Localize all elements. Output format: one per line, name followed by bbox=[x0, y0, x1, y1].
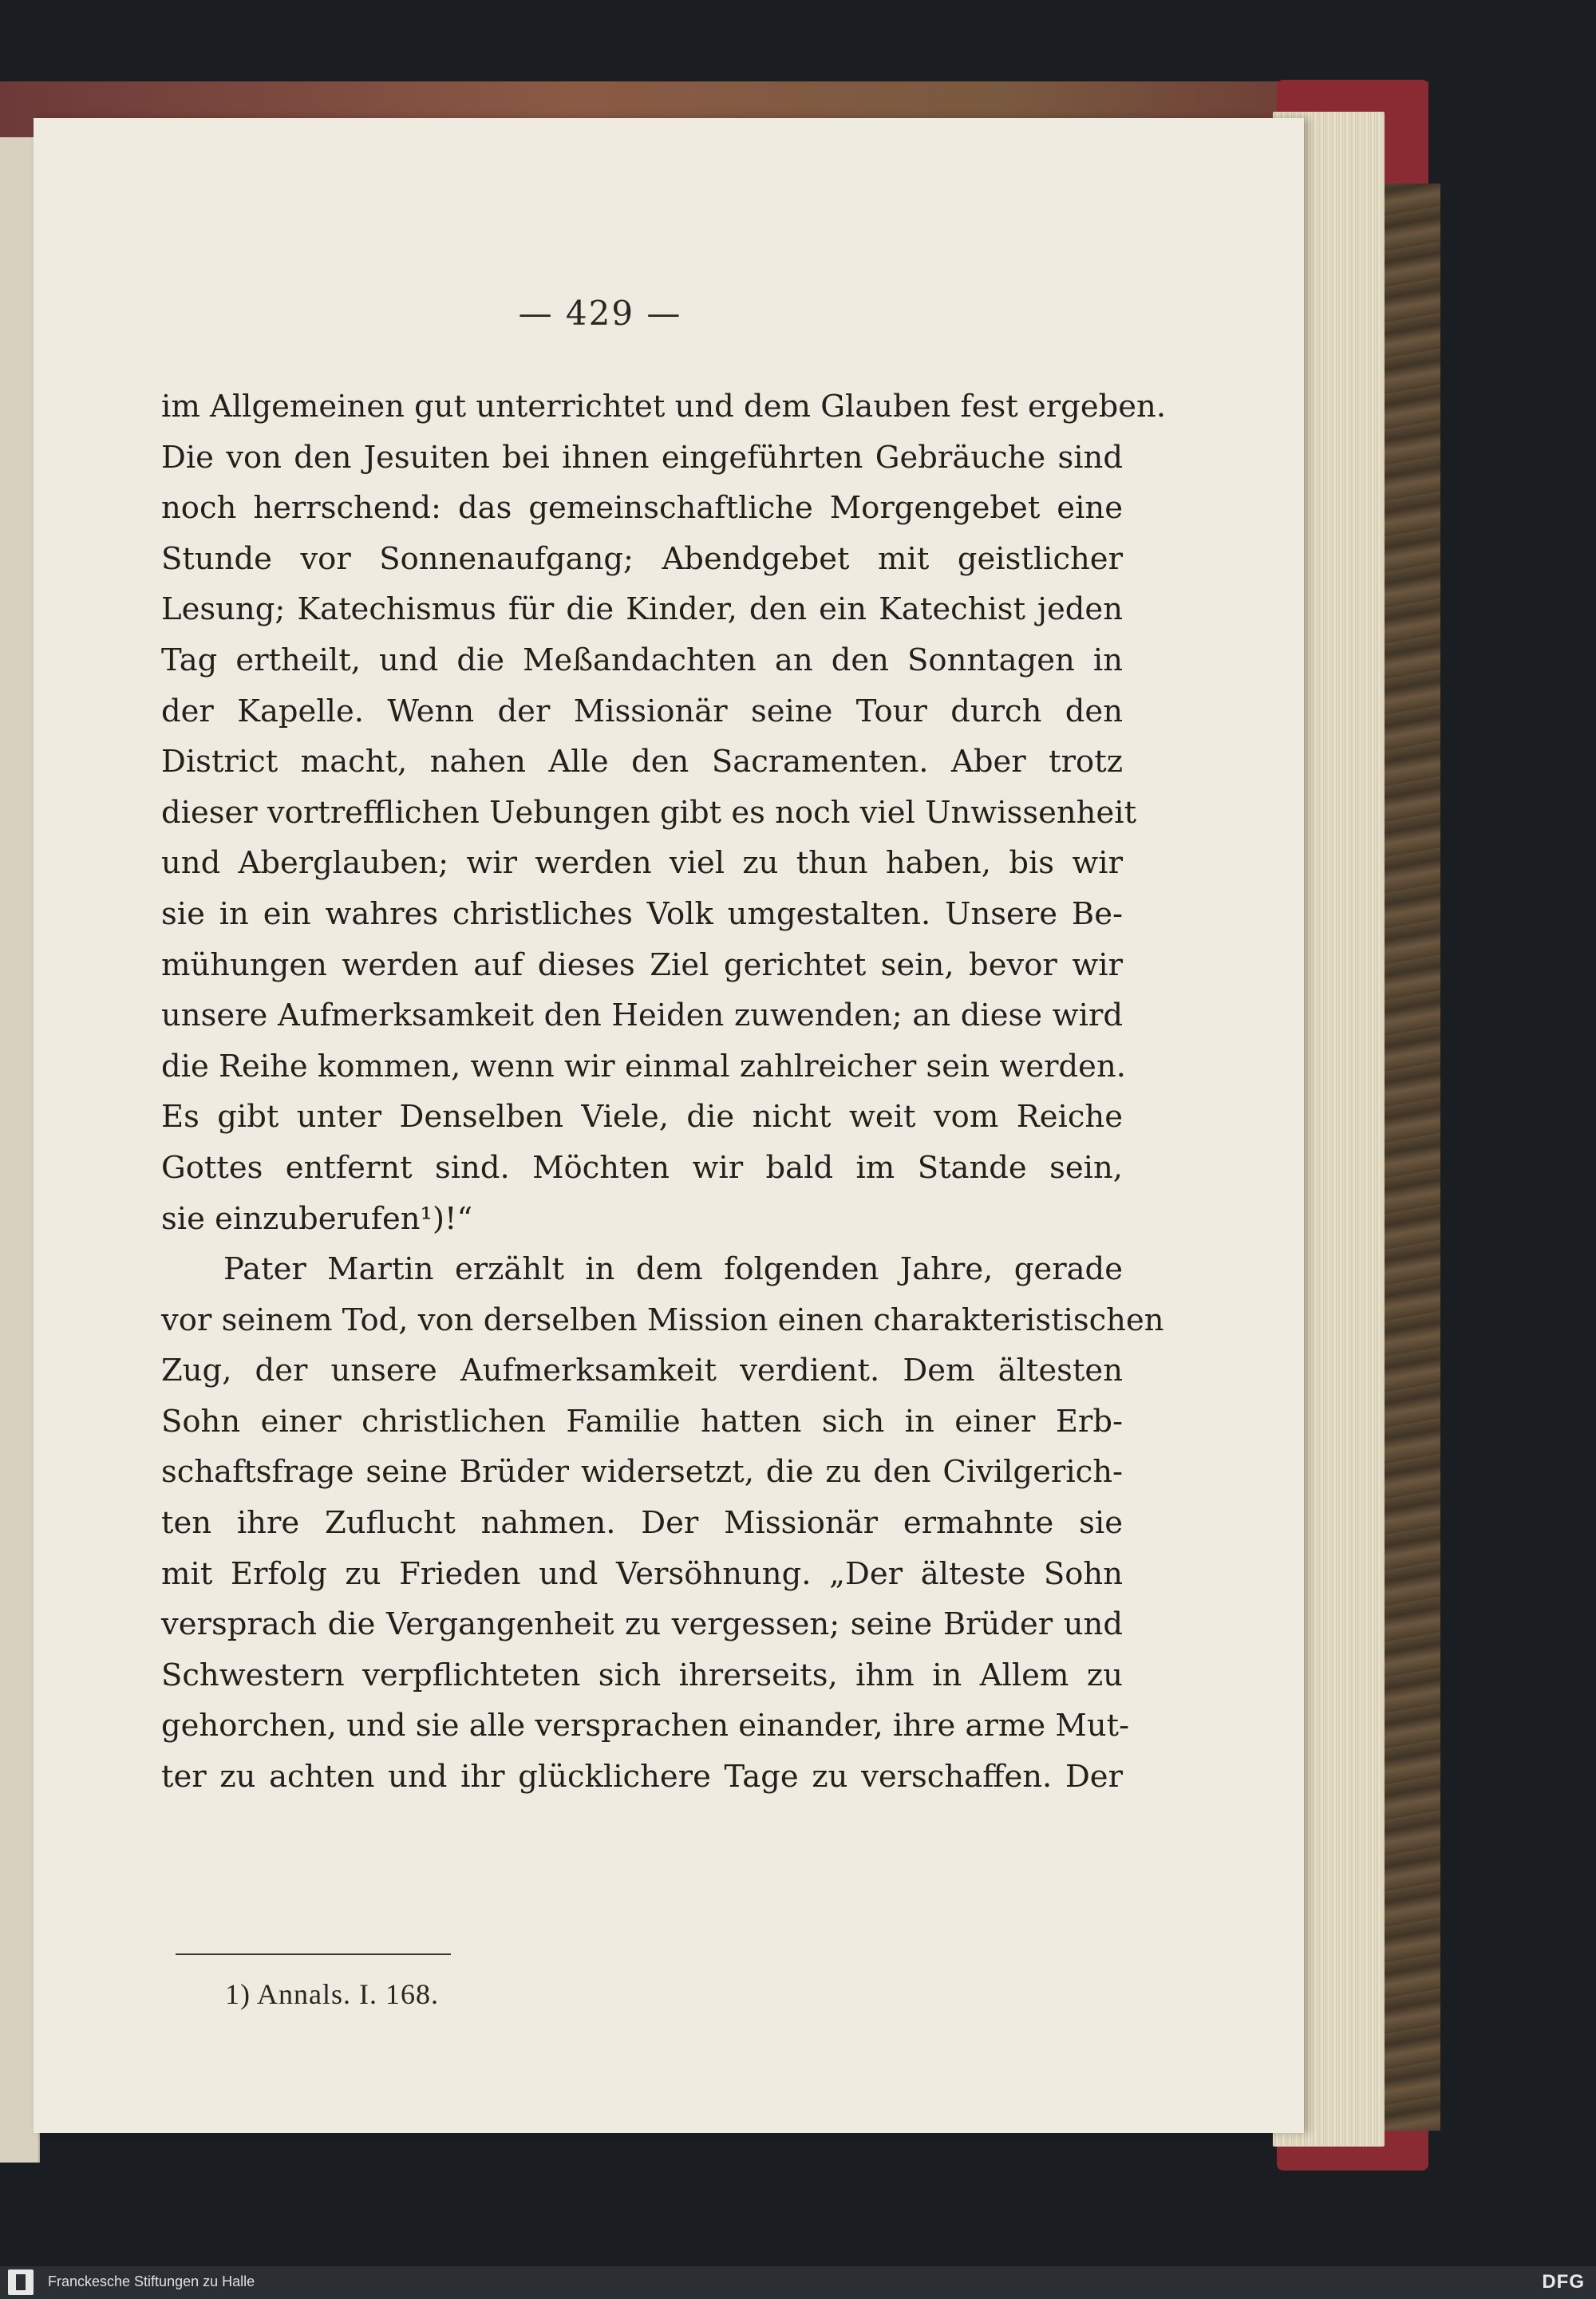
text-line: Schwestern verpflichteten sich ihrerseits, ihm in Allem zu bbox=[161, 1657, 1123, 1693]
text-line: im Allgemeinen gut unterrichtet und dem Glauben fest ergeben. bbox=[161, 389, 1167, 425]
institution-name: Franckesche Stiftungen zu Halle bbox=[48, 2273, 255, 2289]
text-line: mit Erfolg zu Frieden und Versöhnung. „Der älteste Sohn bbox=[161, 1555, 1123, 1592]
text-line: mühungen werden auf dieses Ziel gerichtet sein, bevor wir bbox=[161, 946, 1123, 983]
text-line: die Reihe kommen, wenn wir einmal zahlreicher sein werden. bbox=[161, 1048, 1126, 1084]
viewer-footer bbox=[0, 2266, 1596, 2299]
page-body-text bbox=[161, 381, 1167, 1803]
text-line: Lesung; Katechismus für die Kinder, den ein Katechist jeden bbox=[161, 591, 1123, 628]
text-line: Tag ertheilt, und die Meßandachten an den Sonntagen in bbox=[161, 642, 1123, 678]
book-page bbox=[34, 118, 1304, 2133]
text-line: Sohn einer christlichen Familie hatten sich in einer Erb- bbox=[161, 1403, 1123, 1440]
text-line: ter zu achten und ihr glücklichere Tage zu verschaffen. Der bbox=[161, 1759, 1123, 1795]
text-line: und Aberglauben; wir werden viel zu thun haben, bis wir bbox=[161, 845, 1123, 882]
footnote-divider bbox=[176, 1953, 451, 1955]
text-line: noch herrschend: das gemeinschaftliche Morgengebet eine bbox=[161, 490, 1123, 527]
institution-logo-icon bbox=[8, 2269, 34, 2295]
text-line: sie in ein wahres christliches Volk umgestalten. Unsere Be- bbox=[161, 895, 1123, 932]
footnote: 1) Annals. I. 168. bbox=[225, 1978, 439, 2010]
text-line: Zug, der unsere Aufmerksamkeit verdient. Dem ältesten bbox=[161, 1353, 1123, 1389]
dfg-logo: DFG bbox=[1542, 2271, 1585, 2293]
text-line: ten ihre Zuflucht nahmen. Der Missionär ermahnte sie bbox=[161, 1505, 1123, 1542]
text-line: gehorchen, und sie alle versprachen einander, ihre arme Mut- bbox=[161, 1708, 1130, 1744]
text-line: sie einzuberufen¹)!“ bbox=[161, 1200, 473, 1237]
text-line: unsere Aufmerksamkeit den Heiden zuwenden; an diese wird bbox=[161, 997, 1123, 1034]
text-line: dieser vortrefflichen Uebungen gibt es noch viel Unwissenheit bbox=[161, 794, 1137, 831]
text-line: Die von den Jesuiten bei ihnen eingeführten Gebräuche sind bbox=[161, 439, 1123, 476]
text-line: Pater Martin erzählt in dem folgenden Jahre, gerade bbox=[223, 1251, 1123, 1288]
text-line: District macht, nahen Alle den Sacramenten. Aber trotz bbox=[161, 744, 1123, 780]
text-line: der Kapelle. Wenn der Missionär seine Tour durch den bbox=[161, 693, 1123, 729]
text-line: vor seinem Tod, von derselben Mission einen charakteristischen bbox=[161, 1302, 1164, 1338]
page-number: — 429 — bbox=[518, 294, 682, 333]
text-line: Gottes entfernt sind. Möchten wir bald im Stande sein, bbox=[161, 1149, 1123, 1186]
text-line: schaftsfrage seine Brüder widersetzt, die zu den Civilgerich- bbox=[161, 1454, 1123, 1491]
text-line: Stunde vor Sonnenaufgang; Abendgebet mit geistlicher bbox=[161, 540, 1123, 577]
text-line: Es gibt unter Denselben Viele, die nicht weit vom Reiche bbox=[161, 1099, 1123, 1136]
text-line: versprach die Vergangenheit zu vergessen; seine Brüder und bbox=[161, 1606, 1123, 1643]
